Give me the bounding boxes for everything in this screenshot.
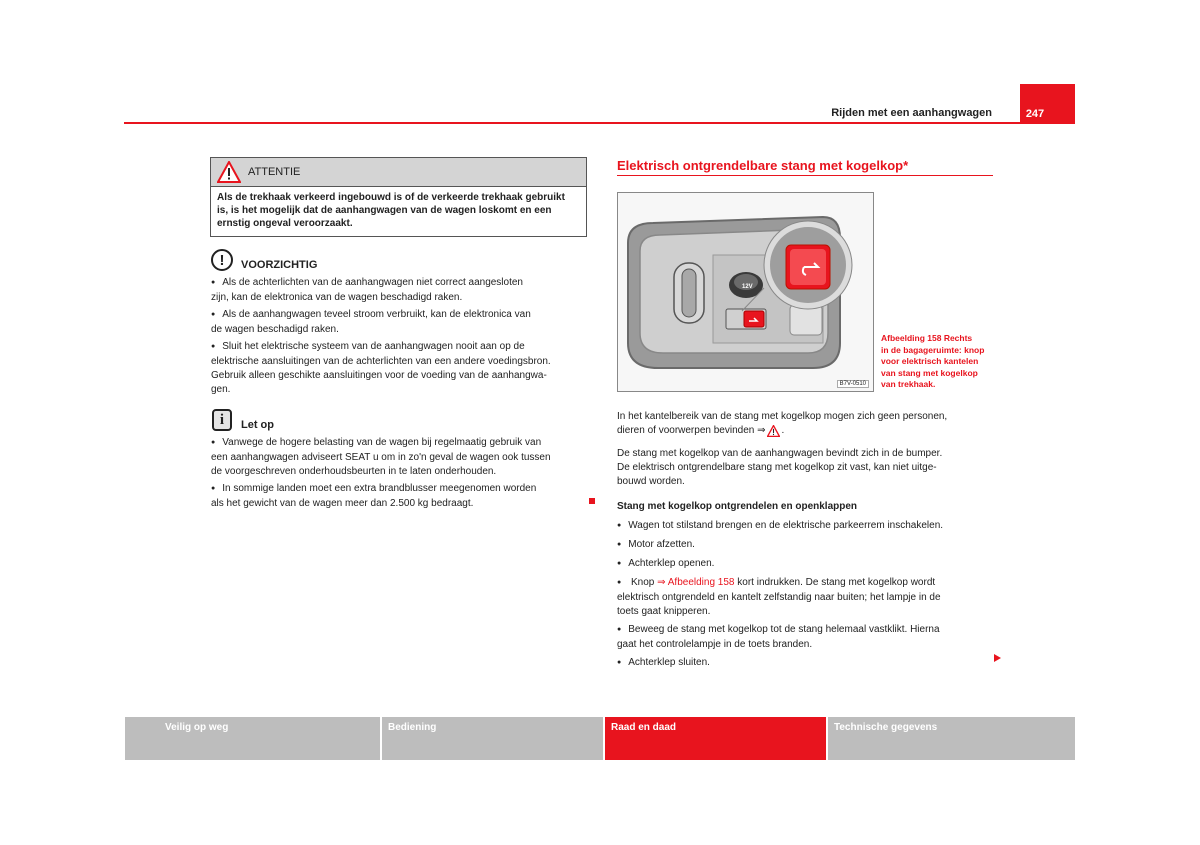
attentie-header (211, 158, 586, 187)
voorzichtig-title: VOORZICHTIG (241, 259, 318, 271)
list-item-line: Gebruik alleen geschikte aansluitingen voor de voeding van de aanhangwa- (211, 370, 547, 381)
figure-code: B7V-0510 (837, 380, 869, 388)
paragraph-line: De elektrisch ontgrendelbare stang met kogelkop zit vast, kan niet uitge- (617, 462, 937, 473)
list-item-line: als het gewicht van de wagen meer dan 2.500 kg bedraagt. (211, 498, 474, 509)
figure-158 (617, 192, 874, 392)
list-item-line: ● Als de achterlichten van de aanhangwagen niet correct aangesloten (211, 276, 591, 291)
footer-tab-raad-en-daad[interactable] (605, 717, 826, 760)
step-item (617, 623, 997, 652)
warning-triangle-icon (217, 161, 241, 183)
paragraph-location (617, 447, 997, 489)
attentie-line: ernstig ongeval veroorzaakt. (217, 218, 353, 229)
attentie-box (210, 157, 587, 237)
voorzichtig-list (211, 276, 591, 397)
paragraph-line: De stang met kogelkop van de aanhangwagen bevindt zich in de bumper. (617, 448, 943, 459)
step-item: ● Achterklep sluiten. (617, 656, 997, 671)
caption-line: in de bagageruimte: knop (881, 344, 985, 355)
list-item-line: een aanhangwagen adviseert SEAT u om in zo'n geval de wagen ook tussen (211, 452, 551, 463)
attentie-title: ATTENTIE (248, 166, 301, 178)
paragraph-intro (617, 410, 997, 438)
footer-tab-label: Bediening (388, 722, 437, 733)
step-item: ● Achterklep openen. (617, 557, 997, 572)
footer-tab-veilig-op-weg[interactable] (125, 717, 380, 760)
list-item (211, 482, 591, 511)
footer-tab-technische-gegevens[interactable] (828, 717, 1075, 760)
footer-tab-bediening[interactable] (382, 717, 603, 760)
end-of-section-marker (589, 498, 595, 504)
caption-line: van stang met kogelkop (881, 367, 978, 378)
figure-12v-label: 12V (742, 284, 753, 290)
paragraph-line: dieren of voorwerpen bevinden ⇒ (617, 425, 766, 436)
step-text: ● Beweeg de stang met kogelkop tot de stang helemaal vastklikt. Hierna (617, 623, 997, 638)
list-item-line: de voorgeschreven onderhoudsbeurten in te laten onderhouden. (211, 466, 497, 477)
list-item-line: elektrische aansluitingen van de achterlichten van een andere voedingsbron. (211, 356, 551, 367)
footer-tab-label: Veilig op weg (165, 722, 229, 733)
step-item: ● Motor afzetten. (617, 538, 997, 553)
list-item-line: ● Als de aanhangwagen teveel stroom verbruikt, kan de elektronica van (211, 308, 591, 323)
attentie-line: Als de trekhaak verkeerd ingebouwd is of de verkeerde trekhaak gebruikt (217, 192, 565, 203)
subheading: Stang met kogelkop ontgrendelen en openklappen (617, 501, 858, 512)
paragraph-line: bouwd worden. (617, 476, 685, 487)
steps-list (617, 519, 997, 671)
step-text: toets gaat knipperen. (617, 606, 711, 617)
list-item (211, 308, 591, 337)
list-item-line: ● In sommige landen moet een extra brandblusser meegenomen worden (211, 482, 591, 497)
footer-tab-label: Raad en daad (611, 722, 677, 733)
step-text: gaat het controlelampje in de toets branden. (617, 639, 813, 650)
section-title-rule (617, 175, 993, 176)
caption-line: van trekhaak. (881, 379, 936, 389)
attentie-line: is, is het mogelijk dat de aanhangwagen van de wagen loskomt en een (217, 205, 552, 216)
list-item-line: zijn, kan de elektronica van de wagen beschadigd raken. (211, 292, 463, 303)
letop-title: Let op (241, 419, 274, 431)
paragraph-line-with-icon: dieren of voorwerpen bevinden ⇒ . (617, 425, 785, 436)
trunk-button-illustration (618, 193, 873, 391)
page-number-box (1020, 84, 1075, 124)
step-text: elektrisch ontgrendeld en kantelt zelfstandig naar buiten; het lampje in de (617, 592, 941, 603)
step-text: kort indrukken. De stang met kogelkop wordt (734, 577, 936, 588)
list-item-line: de wagen beschadigd raken. (211, 324, 339, 335)
list-item-line: ● Sluit het elektrische systeem van de aanhangwagen nooit aan op de (211, 340, 591, 355)
figure-reference-link[interactable]: ⇒ Afbeelding 158 (657, 577, 735, 588)
step-text: Knop (631, 577, 658, 588)
letop-list (211, 436, 591, 511)
caption-line: Afbeelding 158 Rechts (881, 333, 973, 343)
info-icon: i (212, 409, 232, 431)
footer-tab-label: Technische gegevens (834, 722, 938, 733)
list-item-line: ● Vanwege de hogere belasting van de wagen bij regelmaatig gebruik van (211, 436, 591, 451)
continue-arrow-icon (994, 654, 1001, 662)
figure-caption (881, 333, 1001, 391)
list-item-line: gen. (211, 384, 231, 395)
list-item (211, 340, 591, 397)
list-item (211, 276, 591, 305)
section-title: Elektrisch ontgrendelbare stang met kogelkop* (617, 158, 909, 173)
list-item (211, 436, 591, 479)
header-title: Rijden met een aanhangwagen (831, 107, 992, 119)
caption-line: voor elektrisch kantelen (881, 356, 979, 366)
warning-triangle-icon (767, 425, 780, 437)
step-item: ● Wagen tot stilstand brengen en de elektrische parkeerrem inschakelen. (617, 519, 997, 534)
page-number: 247 (1025, 108, 1045, 120)
paragraph-line: In het kantelbereik van de stang met kogelkop mogen zich geen personen, (617, 411, 948, 422)
caution-exclamation-icon: ! (211, 249, 233, 271)
step-item (617, 576, 997, 619)
header-rule (124, 122, 1020, 124)
